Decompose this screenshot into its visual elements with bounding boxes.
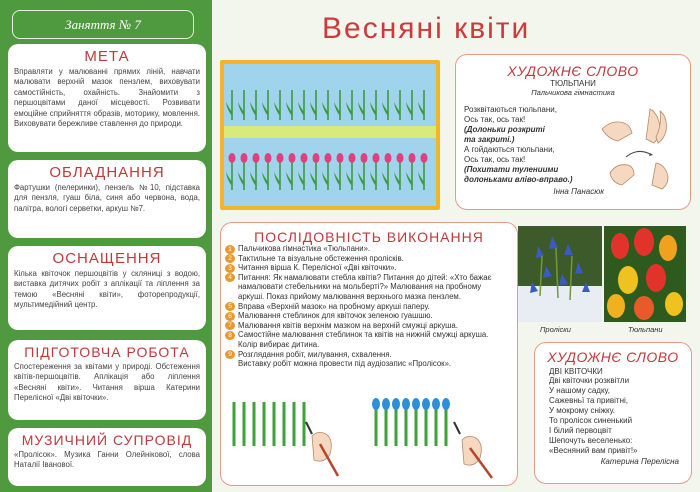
snowdrops-photo xyxy=(518,226,602,322)
step-text: Тактильне та візуальне обстеження пролісків. xyxy=(238,253,404,263)
drawn-flower-head xyxy=(442,398,450,410)
goal-heading: МЕТА xyxy=(84,48,130,65)
drawn-flower-head xyxy=(422,398,430,410)
tulip-head xyxy=(253,153,260,163)
goal-text: Вправляти у малюванні прямих ліній, навчати малювати верхній мазок пензлем, виховувати самостійність, охайність. Знайомити з першоцвітами даної місцевості. Розвивати емоційне сприйняття образів, моторику, мовлення. Виховувати бережливе ставлення до природи. xyxy=(14,67,200,129)
brush-hand-right xyxy=(454,422,492,478)
artistic-word-box-1 xyxy=(455,54,691,210)
tulip-head xyxy=(301,153,308,163)
stems-drawing-illustration xyxy=(228,396,512,480)
tulip-head xyxy=(421,153,428,163)
poem-line: То пролісок синенький xyxy=(549,416,633,425)
poem-author: Інна Панасюк xyxy=(553,187,604,196)
lesson-number: Заняття № 7 xyxy=(12,10,194,39)
poem-line: та закриті.) xyxy=(464,135,515,144)
poem-line: Ось так, ось так! xyxy=(464,155,526,164)
tulip-head xyxy=(397,153,404,163)
sequence-step xyxy=(225,340,515,350)
poem-line: Розквітаються тюльпани, xyxy=(464,105,557,114)
photo-label-snowdrops: Проліски xyxy=(540,325,571,334)
drawn-flower-head xyxy=(392,398,400,410)
poem-line: долоньками вліво-вправо.) xyxy=(464,175,573,184)
step-number xyxy=(225,360,235,369)
poem-subtitle: Пальчикова гімнастика xyxy=(531,88,615,97)
poem-line: І білий первоцвіт xyxy=(549,426,612,435)
artistic-word-box-2 xyxy=(534,342,692,484)
goal-card xyxy=(8,44,206,152)
sequence-step xyxy=(225,263,515,273)
step-number: 2 xyxy=(225,254,235,263)
poem-title-two-flowers: ДВІ КВІТОЧКИ xyxy=(549,367,603,376)
poem-line: Сажевньї та привітні, xyxy=(549,396,629,405)
step-number xyxy=(225,283,235,292)
poem-line: А гойдаються тюльпани, xyxy=(464,145,555,154)
tulip-head xyxy=(277,153,284,163)
poem-line: Дві квіточки розквітли xyxy=(549,376,630,385)
step-text: Питання: Як намалювати стебла квітів? Питання до дітей: «Хто бажає xyxy=(238,272,492,282)
step-text: Колір вибирає дитина. xyxy=(238,339,320,349)
poem-line: У мокрому сніжку. xyxy=(549,406,616,415)
prep-text: Спостереження за квітами у природі. Обстеження квітів-першоцвітів. Аплікація або ліплення «Весняні квіти». Читання вірша Катерини Перелісної «Дві квіточки». xyxy=(14,362,200,403)
step-number: 3 xyxy=(225,264,235,273)
sequence-step xyxy=(225,359,515,369)
artistic-word-heading-2: ХУДОЖНЄ СЛОВО xyxy=(547,349,679,365)
equipment-card xyxy=(8,160,206,238)
tulip-head xyxy=(385,153,392,163)
page-title: Весняні квіти xyxy=(322,12,531,45)
tulip-rows-illustration xyxy=(224,64,436,206)
sequence-step xyxy=(225,244,515,254)
drawn-flower-head xyxy=(432,398,440,410)
step-text: Пальчикова гімнастика «Тюльпани». xyxy=(238,244,371,253)
sequence-step xyxy=(225,282,515,292)
poem-line: «Весняний вам привіт!» xyxy=(549,446,638,455)
tulip-head xyxy=(313,153,320,163)
prep-heading: ПІДГОТОВЧА РОБОТА xyxy=(24,344,190,360)
step-text: Розглядання робіт, милування, схвалення. xyxy=(238,349,392,359)
step-text: Вправа «Верхній мазок» на пробному аркуші паперу. xyxy=(238,301,430,311)
tulip-head xyxy=(337,153,344,163)
step-number: 4 xyxy=(225,273,235,282)
tulip-head xyxy=(361,153,368,163)
equipment-text: Фартушки (пелеринки), пензель №10, підставка для пензля, гуаш біла, синя або червона, вода, палітра, вологі серветки, аркуш №7. xyxy=(14,183,200,213)
poem-line: Ось так, ось так! xyxy=(464,115,526,124)
tulip-artwork xyxy=(220,60,440,210)
decor-text: Кілька квіточок першоцвітів у скляниці з водою, виставка дитячих робіт з аплікації та ліплення за темою «Весняні квіти», фоторепродукції, мультимедійний центр. xyxy=(14,269,200,310)
sequence-step xyxy=(225,292,515,302)
poem-author-2: Катерина Перелісна xyxy=(600,457,679,466)
hands-gesture-icon xyxy=(596,105,686,201)
sequence-steps xyxy=(225,244,515,369)
equipment-heading: ОБЛАДНАННЯ xyxy=(49,164,165,181)
step-number: 1 xyxy=(225,245,235,254)
poem-tulips xyxy=(464,105,604,197)
step-text: Самостійне малювання стеблинок та квітів на нижній смужці аркуша. xyxy=(238,330,489,340)
poem-line: (Похитати тулениими xyxy=(464,165,559,174)
step-number: 8 xyxy=(225,331,235,340)
sequence-step xyxy=(225,273,515,283)
step-text: Малювання стеблинок для квіточок зеленою гуашшю. xyxy=(238,311,433,321)
tulip-head xyxy=(289,153,296,163)
step-number xyxy=(225,340,235,349)
tulip-head xyxy=(265,153,272,163)
decor-heading: ОСНАЩЕННЯ xyxy=(52,250,162,267)
tulip-head xyxy=(241,153,248,163)
step-number xyxy=(225,292,235,301)
sequence-step xyxy=(225,254,515,264)
brush-hand-left xyxy=(306,422,338,476)
sequence-heading: ПОСЛІДОВНІСТЬ ВИКОНАННЯ xyxy=(254,229,484,245)
drawn-flower-head xyxy=(412,398,420,410)
poem-title-tulips: ТЮЛЬПАНИ xyxy=(550,79,596,88)
step-text: Читання вірша К. Перелісної «Дві квіточки». xyxy=(238,263,397,273)
drawn-flower-head xyxy=(382,398,390,410)
step-number: 9 xyxy=(225,350,235,359)
step-text: аркуші. Показ прийому малювання верхнього мазка пензлем. xyxy=(238,291,461,301)
step-text: намалювати стебельники на мольберті?» Малювання на пробному xyxy=(238,282,482,292)
music-heading: МУЗИЧНИЙ СУПРОВІД xyxy=(21,432,193,448)
step-number: 6 xyxy=(225,312,235,321)
poem-line: (Долоньки розкриті xyxy=(464,125,545,134)
step-text: Малювання квітів верхнім мазком на верхній смужці аркуша. xyxy=(238,320,458,330)
sequence-step xyxy=(225,330,515,340)
tulip-head xyxy=(409,153,416,163)
music-card xyxy=(8,428,206,486)
sequence-step xyxy=(225,302,515,312)
prep-card xyxy=(8,340,206,420)
drawn-flower-head xyxy=(402,398,410,410)
drawn-flower-head xyxy=(372,398,380,410)
poem-two-flowers xyxy=(549,376,691,456)
sequence-step xyxy=(225,311,515,321)
poem-line: Шепочуть веселенько: xyxy=(549,436,633,445)
tulip-head xyxy=(325,153,332,163)
photo-label-tulips: Тюльпани xyxy=(628,325,663,334)
music-text: «Пролісок». Музика Ганни Олейнікової, слова Наталії Іванової. xyxy=(14,450,200,470)
artistic-word-heading-1: ХУДОЖНЄ СЛОВО xyxy=(507,63,639,79)
sequence-step xyxy=(225,350,515,360)
step-text: Виставку робіт можна провести під аудіозапис «Пролісок». xyxy=(238,359,452,369)
tulips-photo xyxy=(604,226,686,322)
poem-line: У нашому садку, xyxy=(549,386,610,395)
step-number: 5 xyxy=(225,302,235,311)
tulip-head xyxy=(373,153,380,163)
decor-card xyxy=(8,246,206,330)
tulip-head xyxy=(229,153,236,163)
left-sidebar xyxy=(0,0,212,492)
step-number: 7 xyxy=(225,321,235,330)
tulip-head xyxy=(349,153,356,163)
sequence-step xyxy=(225,321,515,331)
